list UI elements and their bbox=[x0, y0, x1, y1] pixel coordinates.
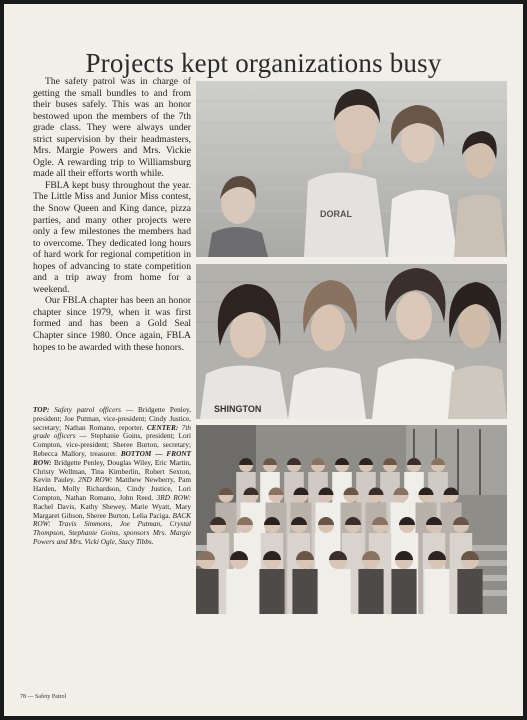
story-text bbox=[33, 76, 191, 353]
story-paragraph-3: Our FBLA chapter has been an honor chapter since 1979, when it was first formed and has been a Gold Seal Chapter since 1980. Once again, FBLA hopes to be awarded with these honors. bbox=[33, 295, 191, 353]
group-photo-student-body bbox=[196, 569, 219, 614]
group-photo-student-body bbox=[226, 569, 251, 614]
caption-center-label: CENTER: bbox=[146, 423, 179, 432]
caption-front-row-text: Bridgette Penley, Douglas Wiley, Eric Martin, Christy Wellman, Tina Kimberlin, Robert Sexton, Kevin Pauley. bbox=[33, 458, 191, 485]
top-photo-shirt-text: DORAL bbox=[320, 209, 352, 219]
caption-front-row-label: — FRONT ROW: bbox=[33, 449, 191, 467]
group-photo-student-body bbox=[391, 569, 416, 614]
group-photo-student-body bbox=[424, 569, 449, 614]
center-photo-shirt-text: SHINGTON bbox=[214, 404, 262, 414]
group-photo-student-body bbox=[358, 569, 383, 614]
page-title: Projects kept organizations busy bbox=[85, 48, 442, 78]
safety-patrol-group-photo bbox=[196, 425, 507, 614]
caption-center-text: — Stephanie Goins, president; Lori Compton, vice-president; Sheree Burton, secretary; Rebecca Mallory, treasurer. bbox=[33, 432, 191, 458]
group-photo-student-body bbox=[325, 569, 350, 614]
group-photo-student-body bbox=[457, 569, 482, 614]
group-photo-student-body bbox=[292, 569, 317, 614]
caption-top-heading: Safety patrol officers bbox=[54, 406, 122, 414]
story-paragraph-2: FBLA kept busy throughout the year. The Little Miss and Junior Miss contest, the Snow Queen and King dance, pizza parties, and many other projects were only a few milestones the members had to overcome. They dedicated long hours of hard work for regional competition in hopes of advancing to state competition and a trip away from home for a weekend. bbox=[33, 179, 191, 295]
yearbook-page bbox=[4, 4, 523, 716]
photo-caption bbox=[33, 406, 191, 547]
caption-back-row-text: BACK ROW: Travis Simmons, Joe Putman, Crystal Thompson, Stephanie Goins, sponsors Mrs. Margie Powers and Mrs. Vicki Ogle, Stacy Tibbs. bbox=[33, 511, 191, 546]
caption-row2-label: 2ND ROW: bbox=[78, 476, 113, 485]
caption-center-heading: 7th grade officers bbox=[33, 423, 192, 441]
caption-row3-label: 3RD ROW: bbox=[156, 493, 191, 502]
story-paragraph-1: The safety patrol was in charge of getting the small bundles to and from their buses safely. This was an honor bestowed upon the members of the 7th grade class. They were always under strict supervision by their headmasters, Mrs. Margie Powers and Mrs. Vickie Ogle. A rewarding trip to Williamsburg made all their efforts worth while. bbox=[33, 76, 191, 180]
caption-bottom-label: BOTTOM bbox=[120, 449, 152, 458]
caption-top-label: TOP: bbox=[33, 406, 50, 414]
page-footer: 78 — Safety Patrol bbox=[20, 694, 67, 700]
group-photo-student-body bbox=[259, 569, 284, 614]
caption-row3-text: Rachel Davis, Kathy Shewey, Marie Wyatt, Mary Margaret Gibson, Sheree Burton, Lelia Paciga. bbox=[33, 502, 191, 520]
safety-patrol-officers-photo bbox=[196, 81, 507, 257]
caption-top-text: — Bridgette Penley, president; Joe Putman, vice-president; Cindy Justice, secretary; Nathan Romano, reporter. bbox=[33, 406, 192, 432]
caption-row2-text: Matthew Newberry, Pam Harden, Molly Richardson, Cindy Justice, Lori Compton, Nathan Romano, John Reed. bbox=[33, 476, 192, 502]
seventh-grade-officers-photo bbox=[196, 264, 507, 419]
